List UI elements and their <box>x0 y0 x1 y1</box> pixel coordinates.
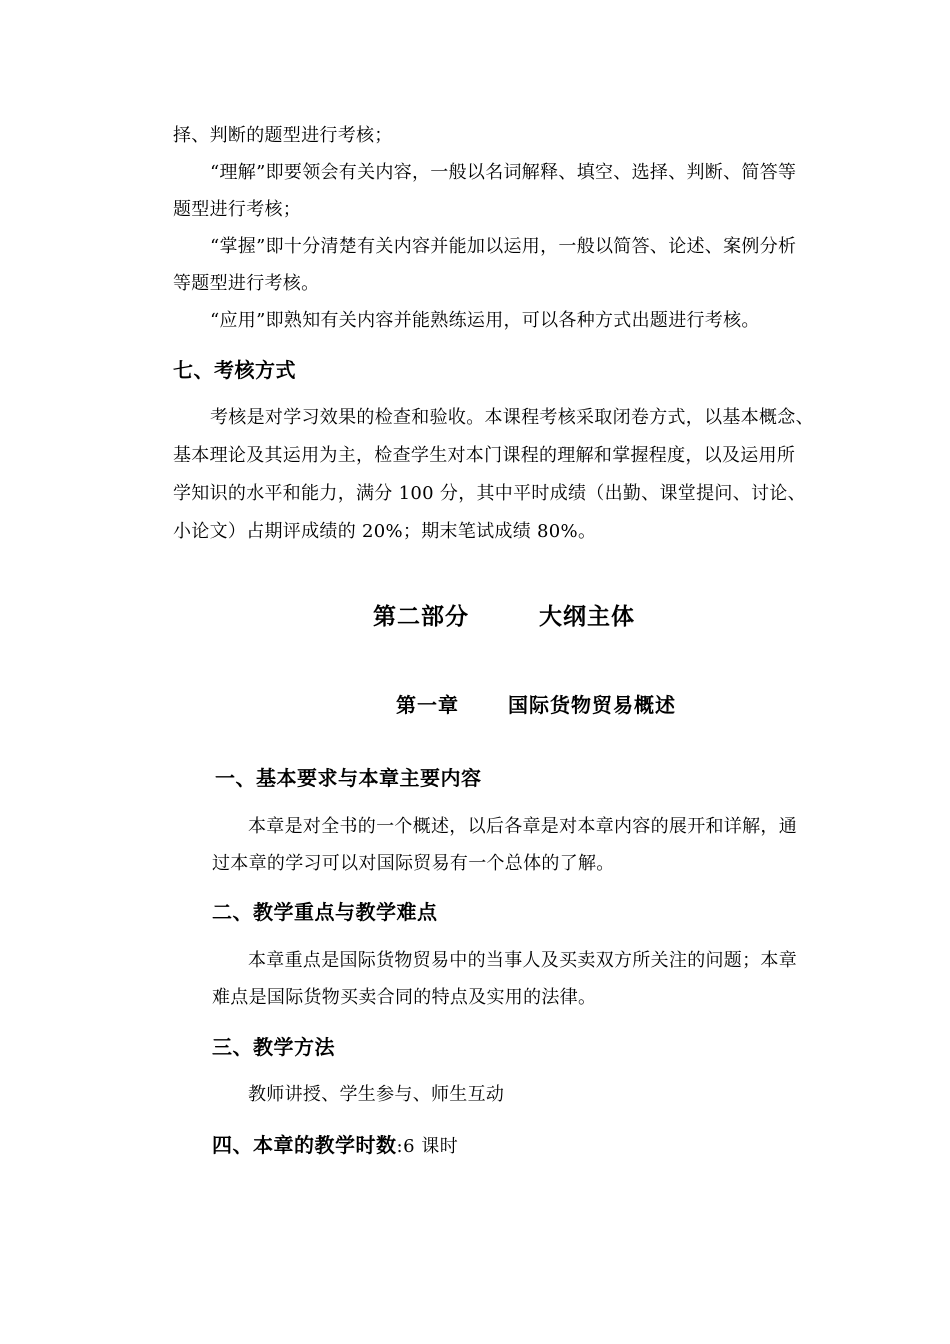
section-heading: 一、基本要求与本章主要内容 <box>215 766 482 790</box>
paragraph-line: 本章重点是国际货物贸易中的当事人及买卖双方所关注的问题；本章 <box>248 950 797 971</box>
part-title: 大纲主体 <box>539 604 635 630</box>
paragraph-line: “理解”即要领会有关内容，一般以名词解释、填空、选择、判断、简答等 <box>210 162 797 183</box>
paragraph-line: “应用”即熟知有关内容并能熟练运用，可以各种方式出题进行考核。 <box>210 310 760 331</box>
paragraph-line: 题型进行考核； <box>173 199 302 220</box>
chapter-title: 国际货物贸易概述 <box>508 693 676 717</box>
section-heading: 七、考核方式 <box>173 358 296 382</box>
paragraph-line: 等题型进行考核。 <box>173 273 320 294</box>
section-heading <box>212 1132 458 1160</box>
teaching-hours-value: :6 课时 <box>396 1136 459 1157</box>
paragraph-line: 基本理论及其运用为主，检查学生对本门课程的理解和掌握程度，以及运用所 <box>173 445 796 466</box>
paragraph-line: 过本章的学习可以对国际贸易有一个总体的了解。 <box>212 853 615 874</box>
paragraph-line: 难点是国际货物买卖合同的特点及实用的法律。 <box>212 987 597 1008</box>
section-heading-label: 四、本章的教学时数 <box>212 1133 397 1157</box>
section-heading: 二、教学重点与教学难点 <box>212 900 438 924</box>
paragraph-line: 本章是对全书的一个概述，以后各章是对本章内容的展开和详解，通 <box>248 816 797 837</box>
section-heading: 三、教学方法 <box>212 1035 335 1059</box>
paragraph-line: “掌握”即十分清楚有关内容并能加以运用，一般以简答、论述、案例分析 <box>210 236 797 257</box>
paragraph-line: 学知识的水平和能力，满分 100 分，其中平时成绩（出勤、课堂提问、讨论、 <box>173 483 806 504</box>
paragraph-line: 择、判断的题型进行考核； <box>173 125 393 146</box>
paragraph-line: 教师讲授、学生参与、师生互动 <box>248 1084 505 1105</box>
chapter-label: 第一章 <box>396 693 459 717</box>
paragraph-line: 考核是对学习效果的检查和验收。本课程考核采取闭卷方式，以基本概念、 <box>210 407 814 428</box>
part-label: 第二部分 <box>373 604 469 630</box>
paragraph-line: 小论文）占期评成绩的 20%；期末笔试成绩 80%。 <box>173 521 597 542</box>
